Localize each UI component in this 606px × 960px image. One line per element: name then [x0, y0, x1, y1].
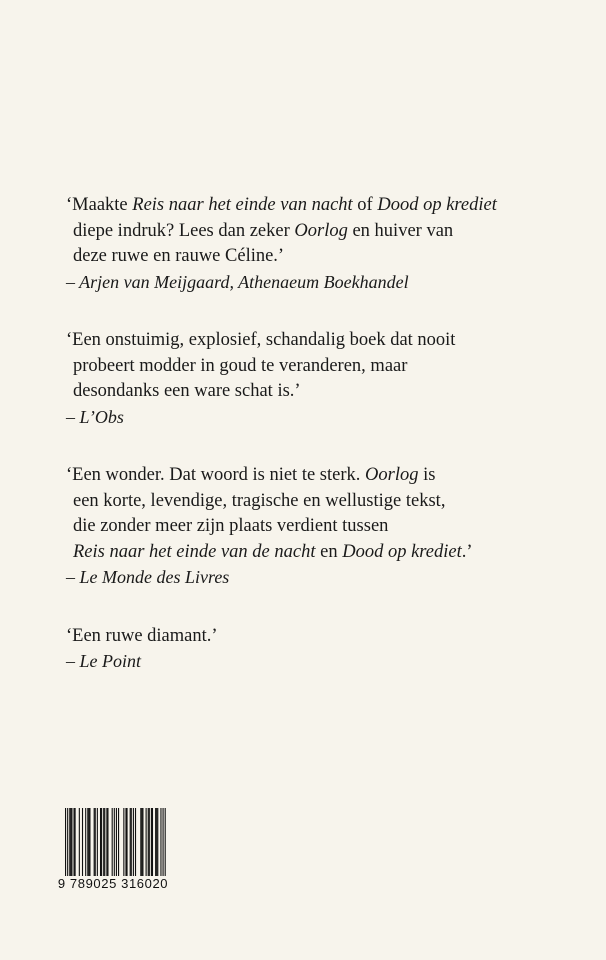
quote-text: deze ruwe en rauwe Céline.’ [73, 246, 285, 266]
quote-text: die zonder meer zijn plaats verdient tussen [73, 516, 389, 536]
barcode-bar [65, 808, 66, 884]
barcode-bar [140, 808, 141, 878]
barcode-bar [151, 808, 152, 878]
quote-text-italic: Reis naar het einde van nacht [132, 195, 353, 215]
barcode-bar [88, 808, 89, 878]
barcode-bar [101, 808, 102, 878]
quote-text: is [418, 465, 436, 485]
quote-text: en huiver van [347, 220, 454, 241]
barcode-bar [107, 808, 108, 878]
barcode-bar [112, 808, 113, 878]
barcode-bar [116, 808, 117, 884]
quote-text: desondanks een ware schat is.’ [73, 381, 301, 401]
quote-line [66, 514, 586, 540]
quote-text: .’ [461, 541, 473, 562]
barcode-bar [135, 808, 136, 878]
barcode-bar [100, 808, 101, 878]
quote-text: en [315, 541, 343, 562]
quote-attribution: – L’Obs [66, 406, 124, 427]
quote-line [66, 219, 586, 245]
barcode-bar [114, 808, 115, 884]
barcode-bar [104, 808, 105, 878]
barcode-bar [125, 808, 126, 878]
barcode-bar [149, 808, 150, 878]
quote-attribution: – Arjen van Meijgaard, Athenaeum Boekhandel [66, 271, 409, 292]
quote-line [66, 540, 586, 566]
barcode-bar [85, 808, 86, 878]
quote-line [66, 244, 586, 270]
barcode-bar [156, 808, 157, 878]
barcode-bar [163, 808, 164, 884]
quote-text: ‘Een wonder. Dat woord is niet te sterk. [66, 465, 366, 485]
quote-line [66, 489, 586, 515]
barcode-bar [89, 808, 90, 878]
quote-text: ‘Maakte [66, 195, 133, 215]
barcode-bar [155, 808, 156, 878]
barcode-bar [142, 808, 143, 878]
barcode-bar [106, 808, 107, 878]
quote-line [66, 624, 586, 650]
quote-attribution: – Le Point [66, 651, 141, 671]
quote-line [66, 193, 586, 219]
barcode-bar [160, 808, 161, 878]
barcode-bar [95, 808, 96, 878]
barcode-bar [165, 808, 166, 884]
quote-block [66, 328, 586, 430]
barcode-bar [133, 808, 134, 878]
quotes-section [66, 193, 586, 708]
barcode-bar [131, 808, 132, 878]
quote-text: ‘Een onstuimig, explosief, schandalig boek dat nooit [66, 330, 456, 350]
barcode-bar [97, 808, 98, 878]
barcode-bar [67, 808, 68, 884]
quote-text: probeert modder in goud te veranderen, maar [73, 355, 408, 376]
quote-block [66, 624, 586, 675]
barcode-bar [118, 808, 119, 878]
barcode-bar [82, 808, 83, 878]
barcode-bar [75, 808, 76, 878]
quote-line [66, 328, 586, 354]
quote-attribution: – Le Monde des Livres [66, 567, 230, 587]
barcode-bar [123, 808, 124, 878]
barcode-bar [148, 808, 149, 878]
isbn-barcode [52, 808, 174, 894]
quote-text-italic: Oorlog [294, 220, 348, 241]
barcode-bar [103, 808, 104, 878]
quote-line [66, 379, 586, 405]
barcode-bar [130, 808, 131, 878]
quote-block [66, 193, 586, 295]
quote-text: diepe indruk? Lees dan zeker [73, 220, 295, 241]
barcode-bar [73, 808, 74, 878]
barcode-bar [70, 808, 71, 878]
quote-text-italic: Reis naar het einde van de nacht [73, 541, 316, 562]
barcode-bar [79, 808, 80, 878]
quote-line [66, 463, 586, 489]
quote-line [66, 354, 586, 380]
barcode-bar [146, 808, 147, 878]
barcode-bar [141, 808, 142, 878]
barcode-bar [126, 808, 127, 878]
barcode-bar [71, 808, 72, 878]
quote-text: of [352, 195, 378, 215]
quote-text-italic: Dood op krediet [377, 195, 497, 215]
quote-block [66, 463, 586, 591]
quote-text: ‘Een ruwe diamant.’ [66, 625, 218, 646]
barcode-bar [157, 808, 158, 878]
quote-text: een korte, levendige, tragische en wellustige tekst, [73, 490, 446, 511]
quote-text-italic: Dood op krediet [342, 541, 462, 562]
barcode-bar [87, 808, 88, 878]
barcode-digits: 9 789025 316020 [52, 876, 174, 892]
barcode-bar [69, 808, 70, 878]
barcode-bar [152, 808, 153, 878]
quote-text-italic: Oorlog [365, 465, 419, 485]
barcode-bar [94, 808, 95, 878]
